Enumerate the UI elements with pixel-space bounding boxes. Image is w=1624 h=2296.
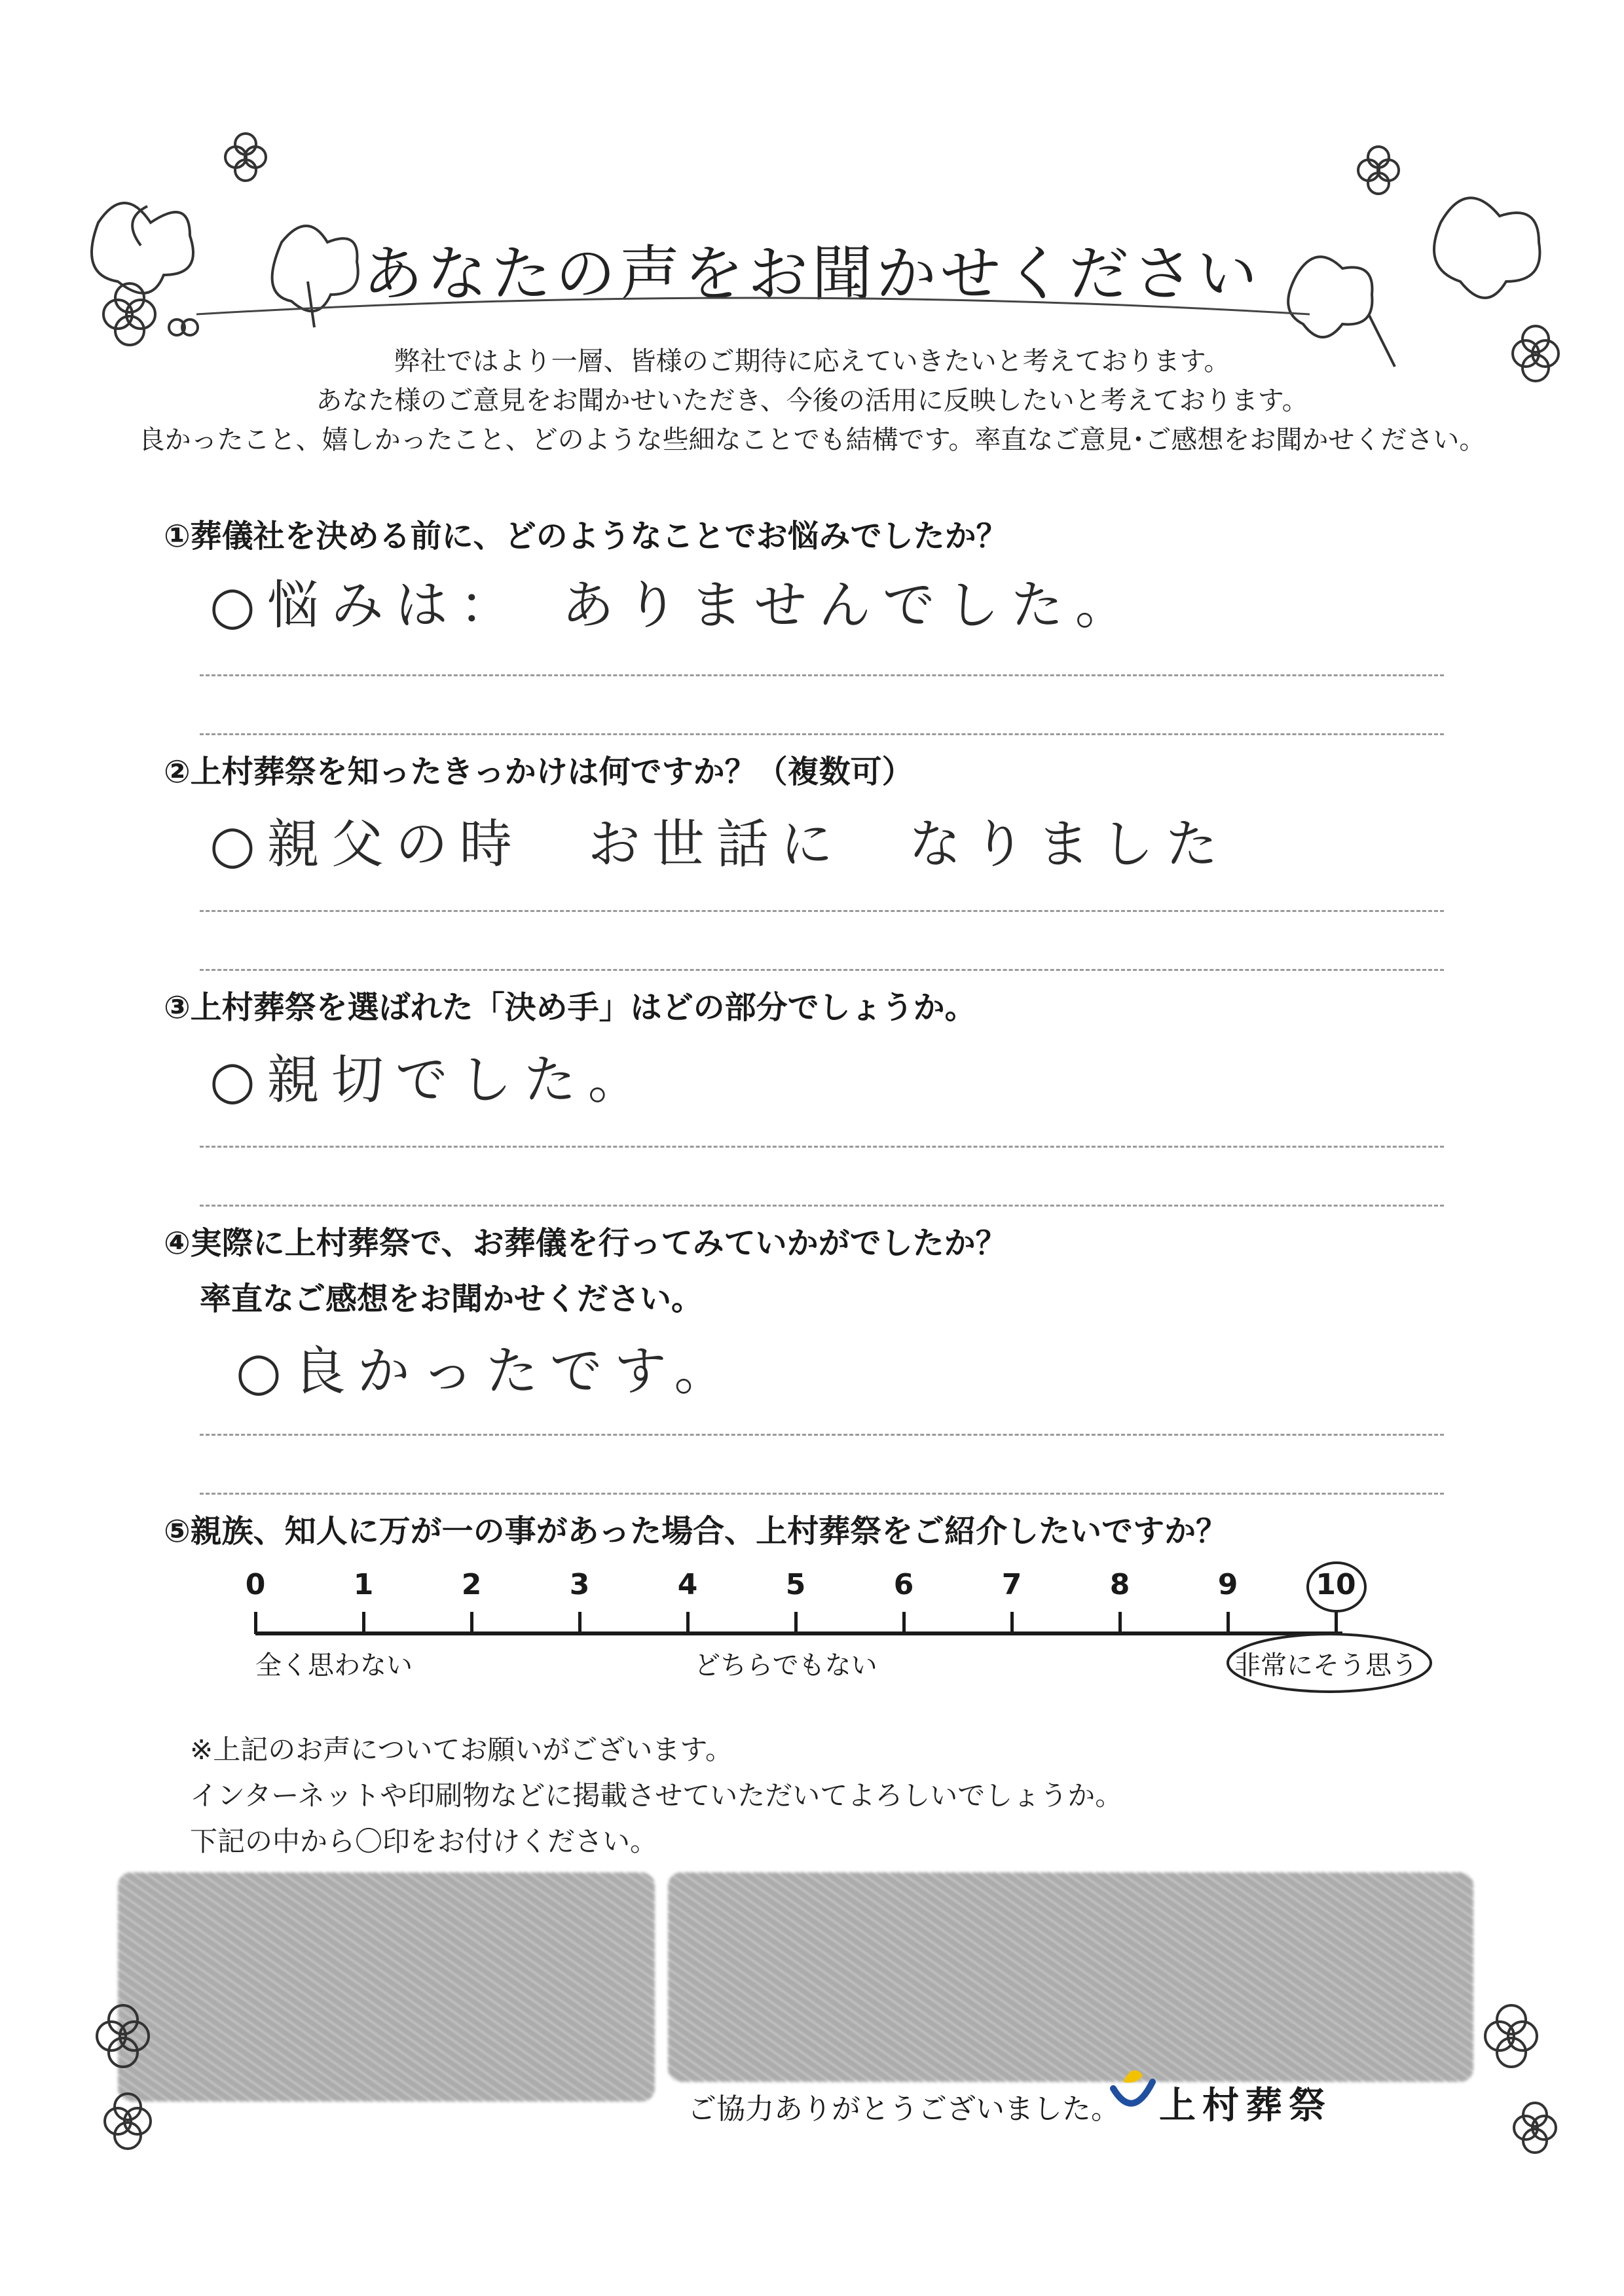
question-4: ④実際に上村葬祭で、お葬儀を行ってみていかがでしたか？: [164, 1225, 1007, 1262]
rating-scale-line: [255, 1631, 1342, 1635]
answer-line: [200, 1146, 1444, 1148]
answer-line: [200, 910, 1444, 912]
scale-number-10: 10: [1316, 1568, 1356, 1601]
question-5: ⑤親族、知人に万が一の事があった場合、上村葬祭をご紹介したいですか？: [164, 1513, 1228, 1550]
scale-tick: [1010, 1612, 1014, 1634]
footer-thanks: ご協力ありがとうございました。: [688, 2092, 1120, 2126]
scale-number-4: 4: [677, 1568, 698, 1601]
question-4-sub: 率直なご感想をお聞かせください。: [200, 1281, 703, 1317]
answer-line: [200, 1205, 1444, 1207]
note-line-3: 下記の中から〇印をお付けください。: [190, 1825, 658, 1857]
answer-line: [200, 969, 1444, 971]
scale-number-2: 2: [461, 1568, 482, 1601]
intro-line-1: 弊社ではより一層、皆様のご期待に応えていきたいと考えております。: [394, 346, 1230, 376]
title-underline-swoosh: [196, 288, 1310, 327]
answer-line: [200, 674, 1444, 676]
scale-tick: [794, 1612, 798, 1634]
scale-tick: [254, 1612, 257, 1634]
answer-line: [200, 1434, 1444, 1436]
scale-tick: [470, 1612, 473, 1634]
clover-decoration-bottom-right: [1428, 1997, 1585, 2167]
selected-circle-mark: [1221, 1627, 1437, 1699]
redacted-area-right: [668, 1872, 1473, 2082]
selected-number-circle: [1306, 1561, 1367, 1613]
intro-line-2: あなた様のご意見をお聞かせいただき、今後の活用に反映したいと考えております。: [316, 386, 1308, 416]
scale-number-7: 7: [1001, 1568, 1022, 1601]
scale-number-1: 1: [353, 1568, 374, 1601]
company-logo: 上村葬祭: [1159, 2085, 1332, 2127]
scale-label-left: 全く思わない: [255, 1650, 413, 1681]
scale-tick: [578, 1612, 581, 1634]
scale-number-8: 8: [1109, 1568, 1130, 1601]
scale-number-9: 9: [1217, 1568, 1238, 1601]
logo-mark-icon: [1107, 2056, 1159, 2121]
intro-line-3: 良かったこと、嬉しかったこと、どのような些細なことでも結構です。率直なご意見･ご感想をお聞かせください。: [138, 425, 1486, 455]
scale-number-5: 5: [785, 1568, 806, 1601]
answer-1: ○悩みは： ありませんでした。: [210, 575, 1139, 636]
answer-3: ○親切でした。: [210, 1049, 652, 1110]
answer-line: [200, 733, 1444, 735]
note-line-2: インターネットや印刷物などに掲載させていただいてよろしいでしょうか。: [190, 1779, 1123, 1812]
scale-tick: [362, 1612, 365, 1634]
question-2: ②上村葬祭を知ったきっかけは何ですか？（複数可）: [164, 754, 913, 790]
answer-line: [200, 1493, 1444, 1495]
note-line-1: ※上記のお声についてお願いがございます。: [190, 1734, 733, 1766]
question-3: ③上村葬祭を選ばれた「決め手」はどの部分でしょうか。: [164, 989, 976, 1026]
scale-label-middle: どちらでもない: [694, 1650, 877, 1681]
scale-number-0: 0: [245, 1568, 266, 1601]
scale-label-right: 非常にそう思う: [1234, 1650, 1418, 1681]
page-title: あなたの声をお聞かせください: [362, 239, 1261, 309]
scale-tick: [1118, 1612, 1122, 1634]
scale-tick: [902, 1612, 906, 1634]
clover-decoration-bottom-left: [59, 1997, 203, 2167]
answer-2: ○親父の時 お世話に なりました: [210, 814, 1230, 875]
answer-4: ○良かったです。: [236, 1341, 739, 1402]
question-1: ①葬儀社を決める前に、どのようなことでお悩みでしたか？: [164, 518, 1008, 555]
scale-number-6: 6: [893, 1568, 914, 1601]
scale-tick: [686, 1612, 690, 1634]
scale-number-3: 3: [569, 1568, 590, 1601]
